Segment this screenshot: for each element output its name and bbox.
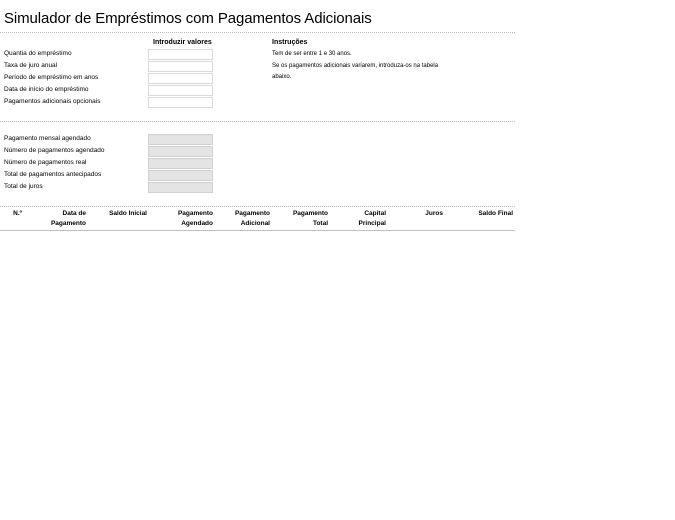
scheduled-payment-label: Pagamento mensal agendado bbox=[4, 135, 91, 142]
extra-payments-input[interactable] bbox=[148, 97, 213, 108]
col-scheduled-payment-header: Pagamento Agendado bbox=[177, 210, 213, 227]
col-number-header: N.º bbox=[13, 210, 22, 217]
total-interest-value bbox=[148, 182, 213, 193]
annual-rate-label: Taxa de juro anual bbox=[4, 62, 58, 69]
col-principal-header: Capital Principal bbox=[358, 210, 386, 227]
instructions-header: Instruções bbox=[272, 39, 308, 46]
col-closing-balance-header: Saldo Final bbox=[478, 210, 513, 217]
loan-period-input[interactable] bbox=[148, 73, 213, 84]
table-top-divider bbox=[0, 206, 515, 207]
loan-period-label: Período de empréstimo em anos bbox=[4, 74, 99, 81]
col-total-payment-header: Pagamento Total bbox=[292, 210, 328, 227]
loan-amount-label: Quantia do empréstimo bbox=[4, 50, 72, 57]
early-payments-label: Total de pagamentos antecipados bbox=[4, 171, 102, 178]
annual-rate-input[interactable] bbox=[148, 61, 213, 72]
total-interest-label: Total de juros bbox=[4, 183, 43, 190]
title-divider bbox=[0, 32, 515, 33]
instruction-line-2: Se os pagamentos adicionais variarem, introduza-os na tabela bbox=[272, 63, 439, 69]
extra-payments-label: Pagamentos adicionais opcionais bbox=[4, 98, 101, 105]
section-divider bbox=[0, 121, 515, 122]
scheduled-count-value bbox=[148, 146, 213, 157]
start-date-input[interactable] bbox=[148, 85, 213, 96]
col-interest-header: Juros bbox=[425, 210, 443, 217]
instruction-line-1: Tem de ser entre 1 e 30 anos. bbox=[272, 51, 352, 57]
start-date-label: Data de início do empréstimo bbox=[4, 86, 89, 93]
early-payments-value bbox=[148, 170, 213, 181]
scheduled-count-label: Número de pagamentos agendado bbox=[4, 147, 105, 154]
table-header-underline bbox=[0, 230, 515, 231]
scheduled-payment-value bbox=[148, 134, 213, 145]
inputs-header: Introduzir valores bbox=[153, 39, 212, 46]
instruction-line-3: abaixo. bbox=[272, 74, 292, 80]
actual-count-value bbox=[148, 158, 213, 169]
page-title: Simulador de Empréstimos com Pagamentos Adicionais bbox=[4, 10, 372, 27]
col-payment-date-header: Data de Pagamento bbox=[50, 210, 86, 227]
loan-amount-input[interactable] bbox=[148, 49, 213, 60]
col-opening-balance-header: Saldo Inicial bbox=[109, 210, 147, 217]
actual-count-label: Número de pagamentos real bbox=[4, 159, 87, 166]
col-extra-payment-header: Pagamento Adicional bbox=[234, 210, 270, 227]
